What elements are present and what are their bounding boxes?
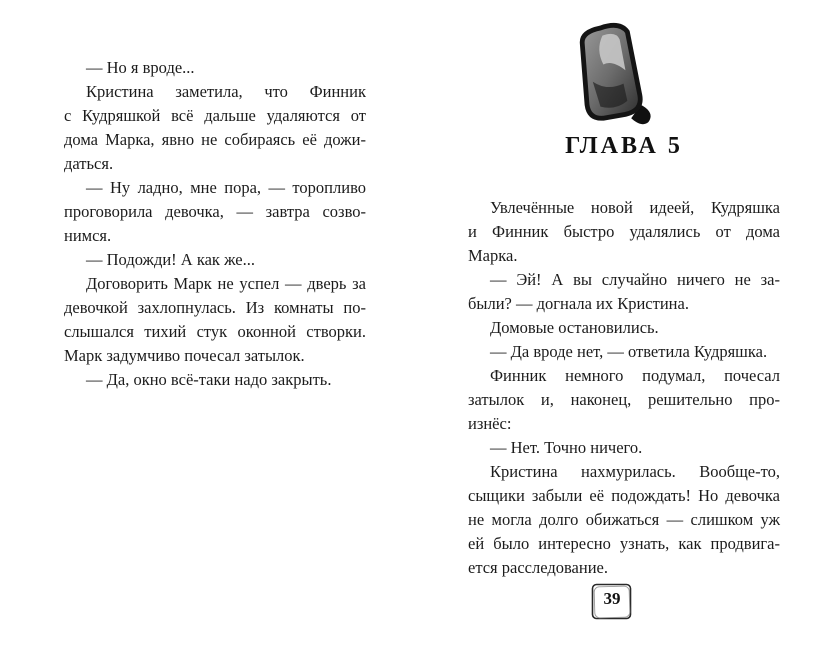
text-line: — Подожди! А как же...: [86, 250, 255, 269]
text-line: — Но я вроде...: [86, 58, 195, 77]
text-line: — Ну ладно, мне пора, — торопливо: [86, 178, 366, 197]
chapter-illustration: [556, 22, 668, 130]
text-line: Договорить Марк не успел — дверь за: [86, 274, 366, 293]
text-line: сыщики забыли её подождать! Но девочка: [468, 486, 780, 505]
text-line: ется расследование.: [468, 558, 608, 577]
rock-icon: [564, 22, 660, 128]
text-line: ей было интересно узнать, как продвига-: [468, 534, 780, 553]
text-line: Кристина нахмурилась. Вообще-то,: [490, 462, 780, 481]
text-line: даться.: [64, 154, 114, 173]
text-line: Марка.: [468, 246, 518, 265]
left-page: [64, 56, 366, 392]
text-line: не могла долго обижаться — слишком уж: [468, 510, 780, 529]
text-line: слышался тихий стук оконной створки.: [64, 322, 366, 341]
text-line: и Финник быстро удалялись от дома: [468, 222, 780, 241]
text-line: Финник немного подумал, почесал: [490, 366, 780, 385]
text-line: Кристина заметила, что Финник: [86, 82, 366, 101]
text-line: Домовые остановились.: [490, 318, 659, 337]
text-line: дома Марка, явно не собираясь её дожи-: [64, 130, 366, 149]
text-line: — Нет. Точно ничего.: [490, 438, 643, 457]
text-line: затылок и, наконец, решительно про-: [468, 390, 780, 409]
chapter-title: ГЛАВА 5: [565, 133, 683, 159]
text-line: девочкой захлопнулась. Из комнаты по-: [64, 298, 366, 317]
text-line: изнёс:: [468, 414, 512, 433]
text-line: — Да, окно всё-таки надо закрыть.: [86, 370, 332, 389]
text-line: Марк задумчиво почесал затылок.: [64, 346, 305, 365]
page-number: 39: [603, 589, 621, 608]
text-line: Увлечённые новой идеей, Кудряшка: [490, 198, 780, 217]
text-line: — Да вроде нет, — ответила Кудряшка.: [490, 342, 768, 361]
text-line: проговорила девочка, — завтра созво-: [64, 202, 366, 221]
text-line: нимся.: [64, 226, 112, 245]
right-page: [468, 196, 780, 580]
page-number-block: [590, 582, 634, 622]
text-line: с Кудряшкой всё дальше удаляются от: [64, 106, 366, 125]
text-line: были? — догнала их Кристина.: [468, 294, 689, 313]
text-line: — Эй! А вы случайно ничего не за-: [490, 270, 780, 289]
